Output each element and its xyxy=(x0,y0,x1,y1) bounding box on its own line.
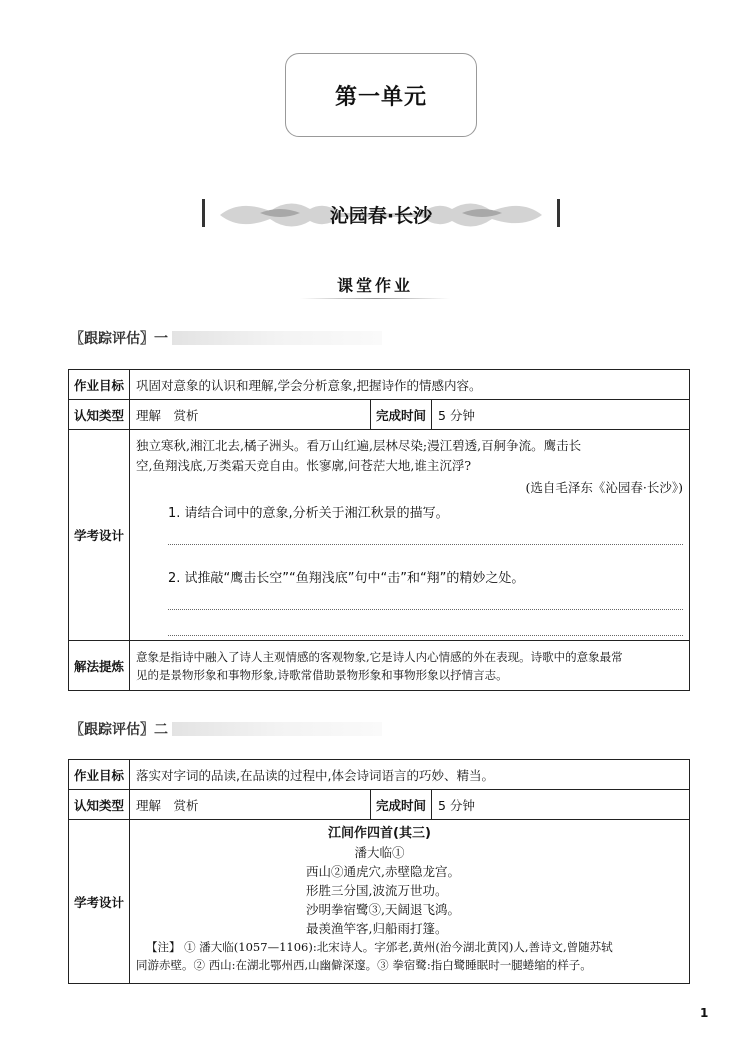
answer-line[interactable] xyxy=(168,608,683,610)
time-value: 5 分钟 xyxy=(432,790,690,820)
design-header: 学考设计 xyxy=(69,430,130,641)
poem-line: 形胜三分国,波流万世功。 xyxy=(306,883,448,898)
cognitive-value: 理解 赏析 xyxy=(130,400,371,430)
answer-line[interactable] xyxy=(168,543,683,545)
poem-author: 潘大临① xyxy=(354,845,405,860)
question-1: 1. 请结合词中的意象,分析关于湘江秋景的描写。 xyxy=(168,506,449,521)
unit-title-box xyxy=(285,53,477,137)
poem-line: 独立寒秋,湘江北去,橘子洲头。看万山红遍,层林尽染;漫江碧透,百舸争流。鹰击长 xyxy=(136,438,582,453)
homework-table-2 xyxy=(68,759,690,984)
lesson-title-text: 沁园春·长沙 xyxy=(329,205,433,227)
poem-line: 西山②通虎穴,赤壁隐龙宫。 xyxy=(306,864,460,879)
homework-table-1 xyxy=(68,369,690,691)
tracking-header-2 xyxy=(68,718,382,740)
poem-source: (选自毛泽东《沁园春·长沙》) xyxy=(525,480,683,495)
question-2: 2. 试推敲“鹰击长空”“鱼翔浅底”句中“击”和“翔”的精妙之处。 xyxy=(168,571,525,586)
method-header: 解法提炼 xyxy=(69,641,130,691)
goal-value: 落实对字词的品读,在品读的过程中,体会诗词语言的巧妙、精当。 xyxy=(130,760,690,790)
lesson-title-banner xyxy=(200,193,562,237)
goal-value: 巩固对意象的认识和理解,学会分析意象,把握诗作的情感内容。 xyxy=(130,370,690,400)
tracking-bar-1 xyxy=(172,331,382,345)
cognitive-value: 理解 赏析 xyxy=(130,790,371,820)
goal-header: 作业目标 xyxy=(69,370,130,400)
poem-line: 最羡渔竿客,归船雨打篷。 xyxy=(306,921,448,936)
tracking-header-1 xyxy=(68,327,382,349)
method-content xyxy=(130,641,690,691)
tracking-bar-2 xyxy=(172,722,382,736)
poem-title: 江间作四首(其三) xyxy=(328,826,431,841)
poem-note: 同游赤壁。② 西山:在湖北鄂州西,山幽僻深邃。③ 拳宿鹭:指白鹭睡眠时一腿蜷缩的样子。 xyxy=(136,958,592,972)
unit-title: 第一单元 xyxy=(334,84,427,110)
cognitive-header: 认知类型 xyxy=(69,790,130,820)
page-number: 1 xyxy=(700,1006,709,1020)
tracking-label-1: 〖跟踪评估〗一 xyxy=(70,331,168,347)
poem-line: 空,鱼翔浅底,万类霜天竞自由。怅寥廓,问苍茫大地,谁主沉浮? xyxy=(136,458,472,473)
poem-line: 沙明拳宿鹭③,天阔退飞鸿。 xyxy=(306,902,460,917)
design-content xyxy=(130,430,690,641)
design-content xyxy=(130,820,690,984)
time-header: 完成时间 xyxy=(371,400,432,430)
section-divider xyxy=(300,298,450,299)
time-value: 5 分钟 xyxy=(432,400,690,430)
poem-note: 【注】 ① 潘大临(1057—1106):北宋诗人。字邠老,黄州(治今湖北黄冈)人,善诗文,曾随苏轼 xyxy=(146,940,613,954)
tracking-label-2: 〖跟踪评估〗二 xyxy=(70,722,168,738)
cognitive-header: 认知类型 xyxy=(69,400,130,430)
section-title: 课堂作业 xyxy=(336,276,413,295)
goal-header: 作业目标 xyxy=(69,760,130,790)
time-header: 完成时间 xyxy=(371,790,432,820)
answer-line[interactable] xyxy=(168,634,683,636)
design-header: 学考设计 xyxy=(69,820,130,984)
method-line: 意象是指诗中融入了诗人主观情感的客观物象,它是诗人内心情感的外在表现。诗歌中的意象最常 xyxy=(136,649,623,664)
method-line: 见的是景物形象和事物形象,诗歌常借助景物形象和事物形象以抒情言志。 xyxy=(136,667,508,682)
